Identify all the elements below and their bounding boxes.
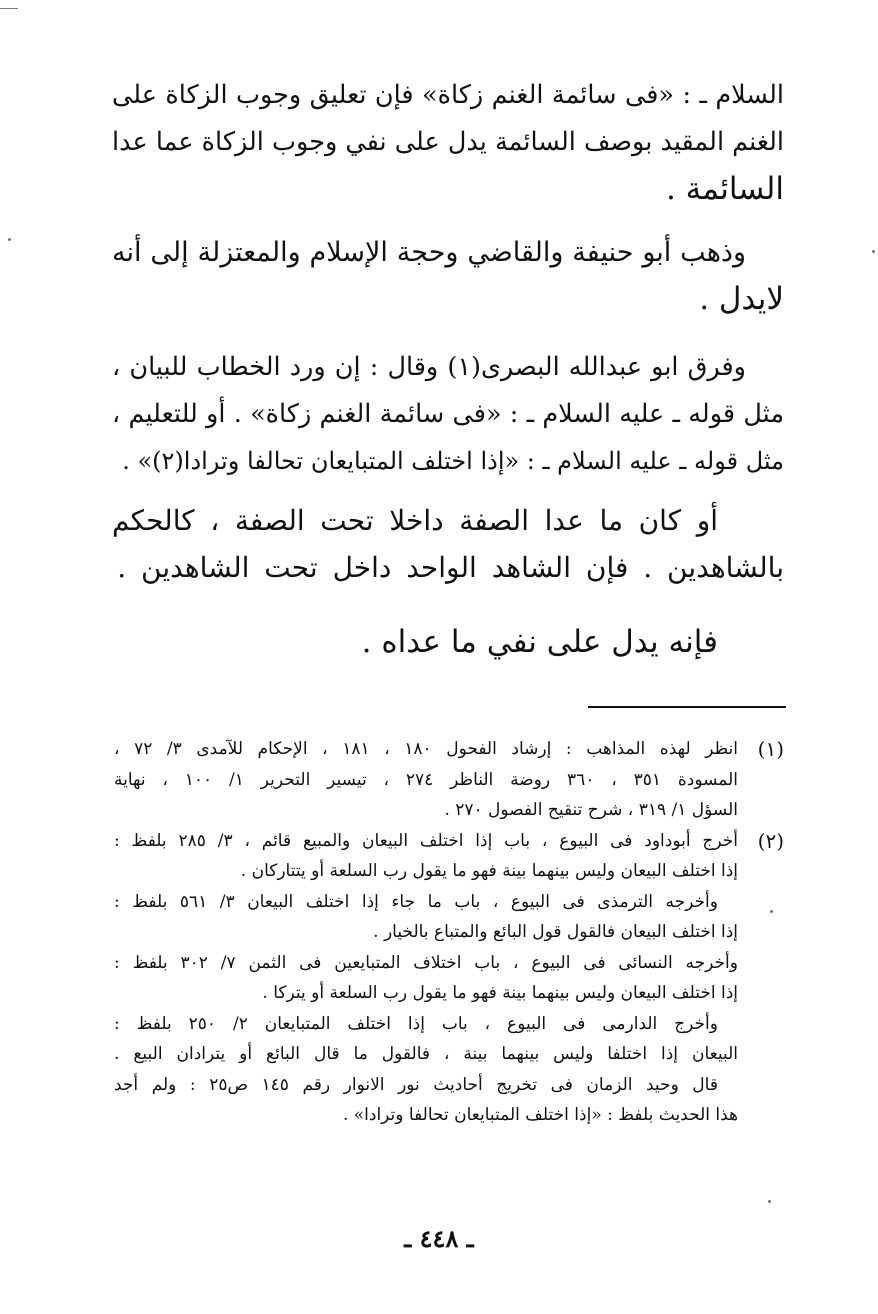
footnote-line: هذا الحديث بلفظ : «إذا اختلف المتبايعان تحالفا وترادا» . [342, 1105, 738, 1125]
scan-speck [872, 250, 875, 253]
footnote-number: (٢) [757, 828, 784, 853]
text-line: فإنه يدل على نفي ما عداه . [361, 624, 718, 660]
footnote-line: البيعان إذا اختلفا وليس بينهما بينة ، فالقول ما قال البائع أو يترادان البيع . [114, 1044, 738, 1064]
paragraph-4 [112, 497, 784, 591]
text-line: أو كان ما عدا الصفة داخلا تحت الصفة ، كالحكم [112, 504, 718, 537]
footnotes [114, 734, 784, 1131]
footnote-line: أخرج أبوداود فى البيوع ، باب إذا اختلف البيعان والمبيع قائم ، ٣/ ٢٨٥ بلفظ : [114, 830, 738, 851]
footnote-line: وأخرج الدارمى فى البيوع ، باب إذا اختلف المتبايعان ٢/ ٢٥٠ بلفظ : [114, 1013, 718, 1034]
paragraph-1 [112, 72, 784, 213]
footnote-1 [114, 734, 784, 826]
text-line: مثل قوله ـ عليه السلام ـ : «فى سائمة الغنم زكاة» . أو للتعليم ، [112, 399, 784, 429]
footnote-line: المسودة ٣٥١ ، ٣٦٠ روضة الناظر ٢٧٤ ، تيسير التحرير ١/ ١٠٠ ، نهاية [114, 769, 738, 790]
text-line: الغنم المقيد بوصف السائمة يدل على نفي وجوب الزكاة عما عدا [112, 127, 784, 157]
text-line: السائمة . [665, 171, 784, 207]
paragraph-3 [112, 344, 784, 485]
text-line: وذهب أبو حنيفة والقاضي وحجة الإسلام والمعتزلة إلى أنه [112, 237, 746, 268]
footnote-separator-rule [588, 706, 786, 708]
page-number: ـ ٤٤٨ ـ [404, 1224, 474, 1253]
paragraph-2 [112, 229, 784, 323]
scan-edge-mark [0, 8, 18, 9]
footnote-line: إذا اختلف البيعان وليس بينهما بينة فهو ما يقول رب السلعة أو يتتاركان . [240, 861, 738, 881]
scan-speck [768, 1200, 771, 1203]
footnote-line: وأخرجه النسائى فى البيوع ، باب اختلاف المتبايعين فى الثمن ٧/ ٣٠٢ بلفظ : [114, 952, 738, 973]
text-line: مثل قوله ـ عليه السلام ـ : «إذا اختلف المتبايعان تحالفا وترادا(٢)» . [122, 447, 784, 475]
footnote-line: إذا اختلف البيعان وليس بينهما بينة فهو ما يقول رب السلعة أو يتركا . [262, 983, 738, 1003]
text-line: وفرق ابو عبدالله البصرى(١) وقال : إن ورد الخطاب للبيان ، [112, 352, 746, 382]
footnote-2 [114, 826, 784, 1131]
footnote-line: وأخرجه الترمذى فى البيوع ، باب ما جاء إذا اختلف البيعان ٣/ ٥٦١ بلفظ : [114, 891, 718, 912]
text-line: السلام ـ : «فى سائمة الغنم زكاة» فإن تعليق وجوب الزكاة على [112, 80, 784, 110]
footnote-line: إذا اختلف البيعان فالقول قول البائع والمتباع بالخيار . [373, 922, 738, 942]
footnote-line: قال وحيد الزمان فى تخريج أحاديث نور الانوار رقم ١٤٥ ص٢٥ : ولم أجد [114, 1074, 718, 1095]
text-line: بالشاهدين . فإن الشاهد الواحد داخل تحت الشاهدين . [117, 551, 784, 584]
footnote-number: (١) [757, 737, 784, 761]
text-line: لايدل . [699, 281, 784, 317]
footnote-line: السؤل ١/ ٣١٩ ، شرح تنقيح الفصول ٢٧٠ . [444, 800, 738, 820]
scan-speck [8, 238, 11, 241]
paragraph-5 [112, 619, 784, 666]
scan-speck [770, 910, 773, 913]
footnote-line: انظر لهذه المذاهب : إرشاد الفحول ١٨٠ ، ١٨١ ، الإحكام للآمدى ٣/ ٧٢ ، [114, 739, 738, 759]
